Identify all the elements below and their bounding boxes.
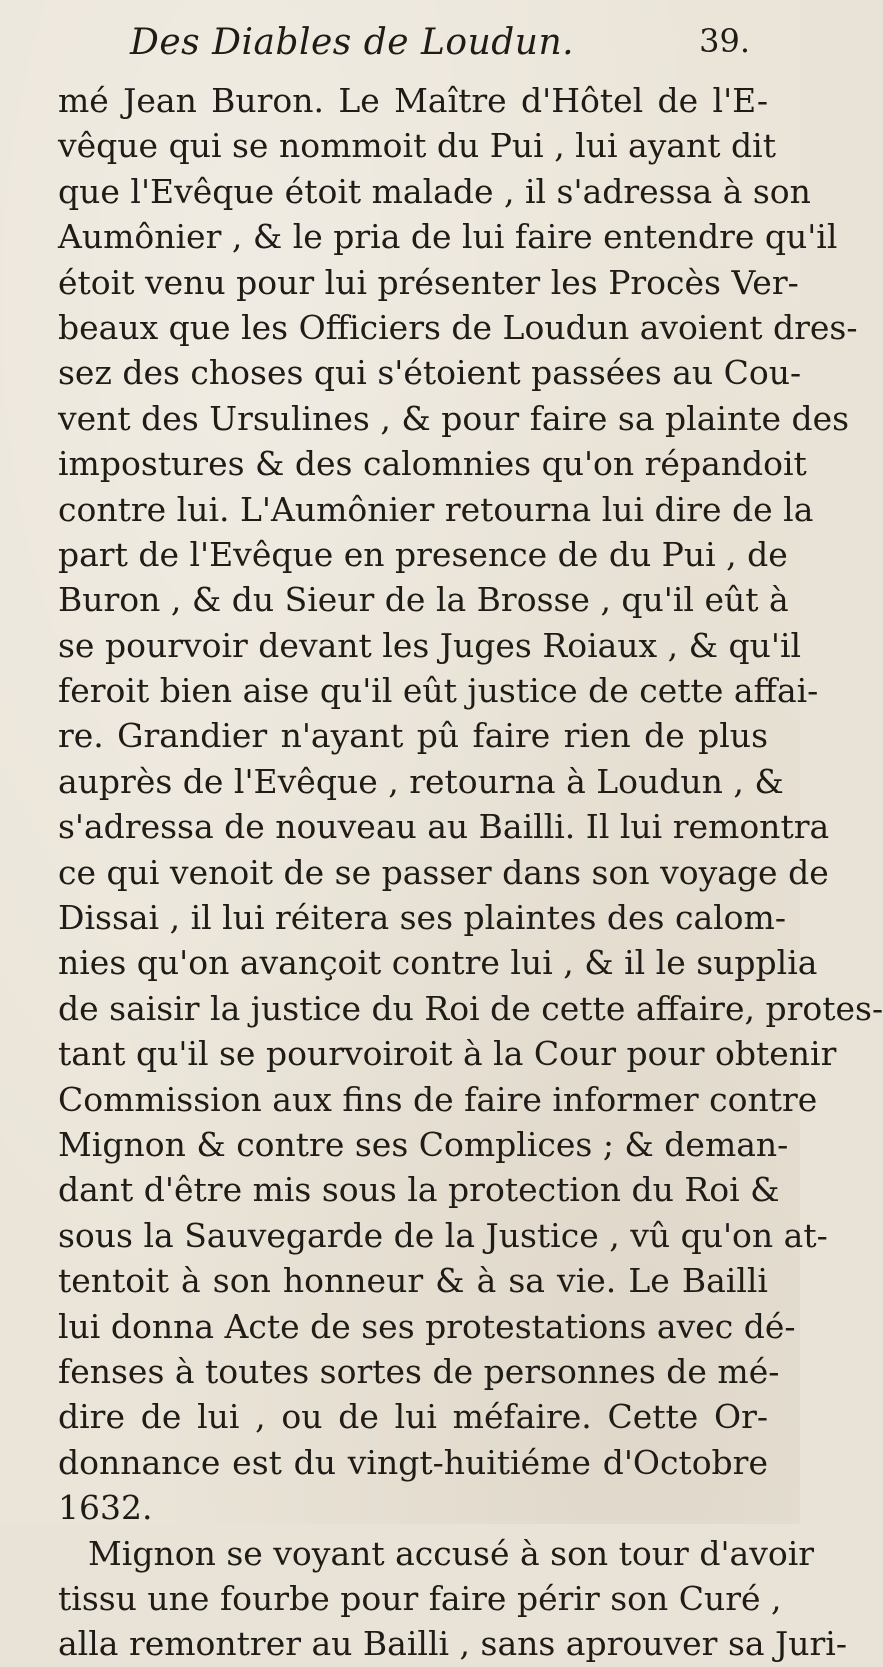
text-line: lui donna Acte de ses protestations avec dé- bbox=[58, 1306, 796, 1346]
text-line: auprès de l'Evêque , retourna à Loudun , & bbox=[58, 761, 784, 801]
text-line: dant d'être mis sous la protection du Roi & bbox=[58, 1170, 780, 1210]
text-line: donnance est du vingt-huitiéme d'Octobre bbox=[58, 1442, 768, 1482]
text-line: dire de lui , ou de lui méfaire. Cette Or- bbox=[58, 1397, 768, 1437]
text-line: fenses à toutes sortes de personnes de mé- bbox=[58, 1351, 780, 1391]
text-line: feroit bien aise qu'il eût justice de cette affai- bbox=[58, 671, 819, 711]
text-line: étoit venu pour lui présenter les Procès Ver- bbox=[58, 262, 799, 302]
text-line: contre lui. L'Aumônier retourna lui dire de la bbox=[58, 489, 814, 529]
text-line: 1632. bbox=[58, 1488, 153, 1528]
running-title: Des Diables de Loudun. bbox=[130, 22, 575, 63]
page-header bbox=[130, 22, 750, 62]
text-line: Aumônier , & le pria de lui faire entendre qu'il bbox=[58, 217, 838, 257]
text-line: alla remontrer au Bailli , sans aprouver sa Juri- bbox=[58, 1624, 848, 1664]
text-line: tentoit à son honneur & à sa vie. Le Bailli bbox=[58, 1261, 768, 1301]
text-line: mé Jean Buron. Le Maître d'Hôtel de l'E- bbox=[58, 81, 768, 120]
text-line: part de l'Evêque en presence de du Pui , de bbox=[58, 534, 788, 574]
text-line: ce qui venoit de se passer dans son voyage de bbox=[58, 852, 829, 892]
text-line: Commission aux fins de faire informer contre bbox=[58, 1079, 818, 1119]
text-line: re. Grandier n'ayant pû faire rien de plus bbox=[58, 716, 768, 756]
body-text bbox=[58, 78, 883, 1667]
text-line: Mignon se voyant accusé à son tour d'avoir bbox=[88, 1533, 815, 1573]
text-line: tant qu'il se pourvoiroit à la Cour pour obtenir bbox=[58, 1034, 837, 1074]
text-line: vent des Ursulines , & pour faire sa plainte des bbox=[58, 398, 850, 438]
text-line: nies qu'on avançoit contre lui , & il le supplia bbox=[58, 943, 818, 983]
text-line: vêque qui se nommoit du Pui , lui ayant dit bbox=[58, 126, 776, 166]
text-line: sez des choses qui s'étoient passées au Cou- bbox=[58, 353, 802, 393]
text-line: Buron , & du Sieur de la Brosse , qu'il eût à bbox=[58, 580, 789, 620]
text-line: Mignon & contre ses Complices ; & deman- bbox=[58, 1124, 789, 1164]
page-number: 39. bbox=[699, 22, 750, 60]
text-line: tissu une fourbe pour faire périr son Curé , bbox=[58, 1578, 782, 1618]
text-line: sous la Sauvegarde de la Justice , vû qu'on at- bbox=[58, 1215, 828, 1255]
text-line: beaux que les Officiers de Loudun avoient dres- bbox=[58, 307, 858, 347]
text-line: que l'Evêque étoit malade , il s'adressa à son bbox=[58, 171, 811, 211]
text-line: s'adressa de nouveau au Bailli. Il lui remontra bbox=[58, 807, 830, 847]
text-line: de saisir la justice du Roi de cette affaire, protes- bbox=[58, 988, 883, 1028]
text-line: Dissai , il lui réitera ses plaintes des calom- bbox=[58, 898, 786, 938]
text-line: se pourvoir devant les Juges Roiaux , & qu'il bbox=[58, 625, 802, 665]
text-line: impostures & des calomnies qu'on répandoit bbox=[58, 444, 807, 484]
